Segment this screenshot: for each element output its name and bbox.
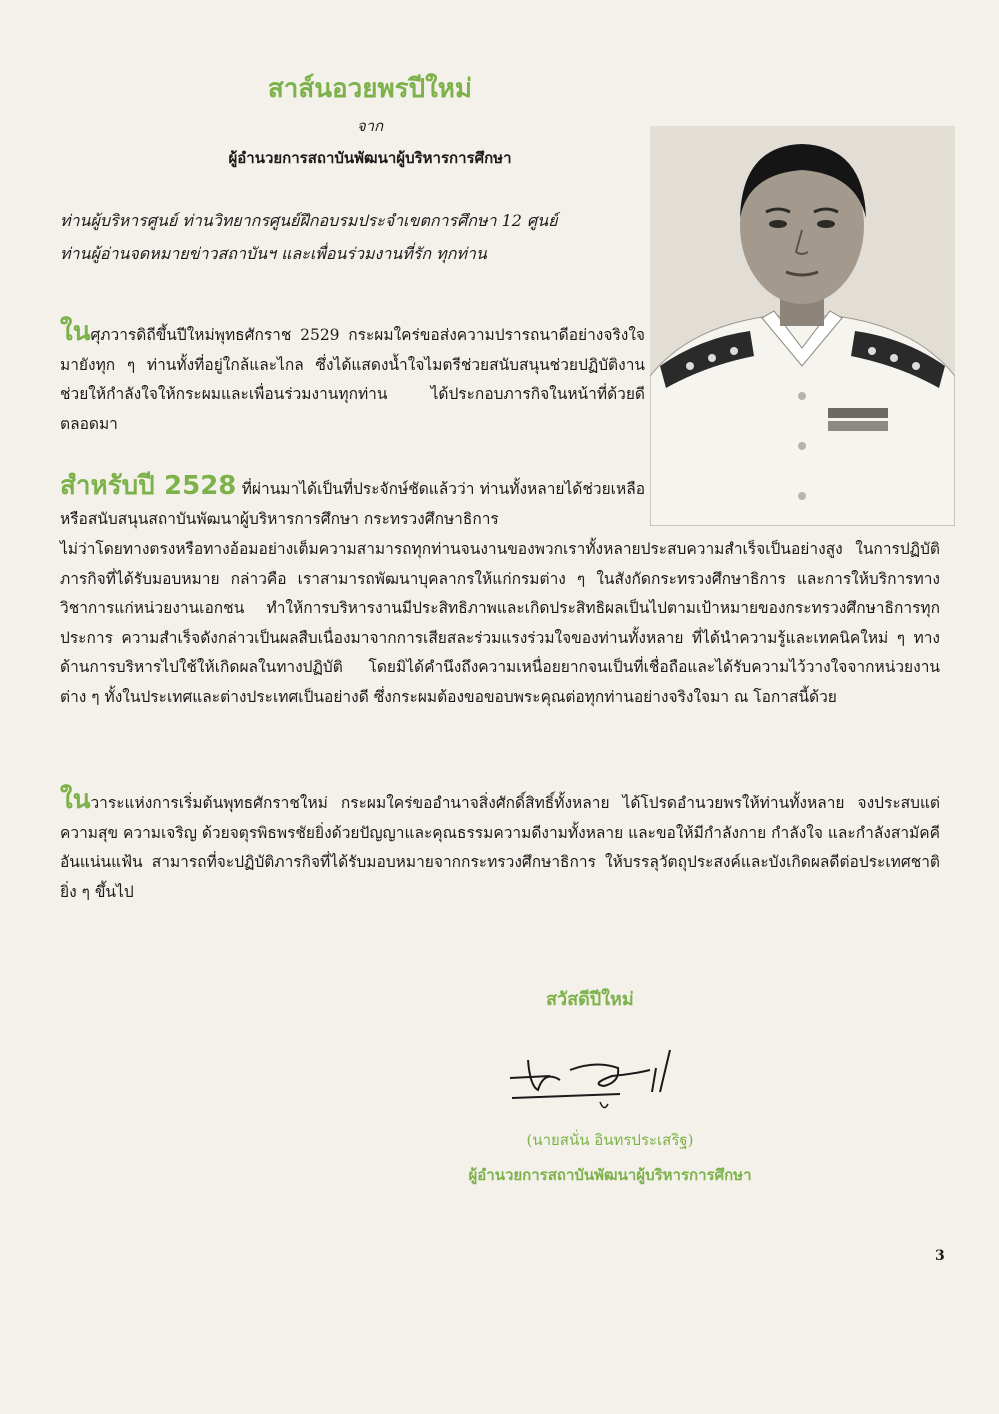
paragraph-2-text-a: ที่ผ่านมาได้เป็นที่ประจักษ์ชัดแล้วว่า ท่านทั้งหลายได้ช่วยเหลือหรือสนับสนุนสถาบันพัฒนาผู้บริหารการศึกษา กระทรวงศึกษาธิการ [60,480,645,528]
paragraph-2-lead: สำหรับปี 2528 [60,471,237,501]
salutation [60,204,660,270]
paragraph-2-top [60,472,645,534]
portrait-photo [650,126,955,526]
paragraph-1-text: ศุภวารดิถีขึ้นปีใหม่พุทธศักราช 2529 กระผมใคร่ขอส่งความปรารถนาดีอย่างจริงใจมายังทุก ๆ ท่านทั้งที่อยู่ใกล้และไกล ซึ่งได้แสดงน้ำใจไมตรีช่วยสนับสนุนช่วยปฏิบัติงาน ช่วยให้กำลังใจให้กระผมและเพื่อนร่วมงานทุกท่าน ได้ประกอบภารกิจในหน้าที่ด้วยดีตลอดมา [60,326,645,433]
salutation-line-2: ท่านผู้อ่านจดหมายข่าวสถาบันฯ และเพื่อนร่วมงานที่รัก ทุกท่าน [60,244,487,263]
page-number: 3 [935,1248,945,1264]
closing-greeting: สวัสดีปีใหม่ [546,989,634,1010]
salutation-line-1: ท่านผู้บริหารศูนย์ ท่านวิทยากรศูนย์ฝึกอบรมประจำเขตการศึกษา 12 ศูนย์ [60,211,558,230]
paragraph-3 [60,786,940,907]
paragraph-1-lead: ใน [60,317,91,347]
from-label: จาก [356,117,384,135]
organization-header: ผู้อำนวยการสถาบันพัฒนาผู้บริหารการศึกษา [228,149,512,167]
portrait-illustration [650,126,955,526]
paragraph-2-bottom: ไม่ว่าโดยทางตรงหรือทางอ้อมอย่างเต็มความสามารถทุกท่านจนงานของพวกเราทั้งหลายประสบความสำเร็จเป็นอย่างสูง ในการปฏิบัติภารกิจที่ได้รับมอบหมาย กล่าวคือ เราสามารถพัฒนาบุคลากรให้แก่กรมต่าง ๆ ในสังกัดกระทรวงศึกษาธิการ และการให้บริการทางวิชาการแก่หน่วยงานเอกชน ทำให้การบริหารงานมีประสิทธิภาพและเกิดประสิทธิผลเป็นไปตามเป้าหมายของกระทรวงศึกษาธิการทุกประการ ความสำเร็จดังกล่าวเป็นผลสืบเนื่องมาจากการเสียสละร่วมแรงร่วมใจของท่านทั้งหลาย ที่ได้นำความรู้และเทคนิคใหม่ ๆ ทางด้านการบริหารไปใช้ให้เกิดผลในทางปฏิบัติ โดยมิได้คำนึงถึงความเหนื่อยยากจนเป็นที่เชื่อถือและได้รับความไว้วางใจจากหน่วยงานต่าง ๆ ทั้งในประเทศและต่างประเทศเป็นอย่างดี ซึ่งกระผมต้องขอขอบพระคุณต่อทุกท่านอย่างจริงใจมา ณ โอกาสนี้ด้วย [60,540,940,706]
paragraph-1 [60,318,645,439]
page-title: สาส์นอวยพรปีใหม่ [267,74,473,104]
signature-icon [500,1040,700,1120]
paragraph-3-text: วาระแห่งการเริ่มต้นพุทธศักราชใหม่ กระผมใคร่ขออำนาจสิ่งศักดิ์สิทธิ์ทั้งหลาย ได้โปรดอำนวยพรให้ท่านทั้งหลาย จงประสบแต่ความสุข ความเจริญ ด้วยจตุรพิธพรชัยยิ่งด้วยปัญญาและคุณธรรมความดีงามทั้งหลาย และขอให้มีกำลังกาย กำลังใจ และกำลังสามัคคีอันแน่นแฟ้น สามารถที่จะปฏิบัติภารกิจที่ได้รับมอบหมายจากกระทรวงศึกษาธิการ ให้บรรลุวัตถุประสงค์และบังเกิดผลดีต่อประเทศชาติยิ่ง ๆ ขึ้นไป [60,794,940,901]
paragraph-3-lead: ใน [60,785,91,815]
signer-name: (นายสนั่น อินทรประเสริฐ) [526,1131,694,1149]
signer-title: ผู้อำนวยการสถาบันพัฒนาผู้บริหารการศึกษา [468,1166,752,1184]
